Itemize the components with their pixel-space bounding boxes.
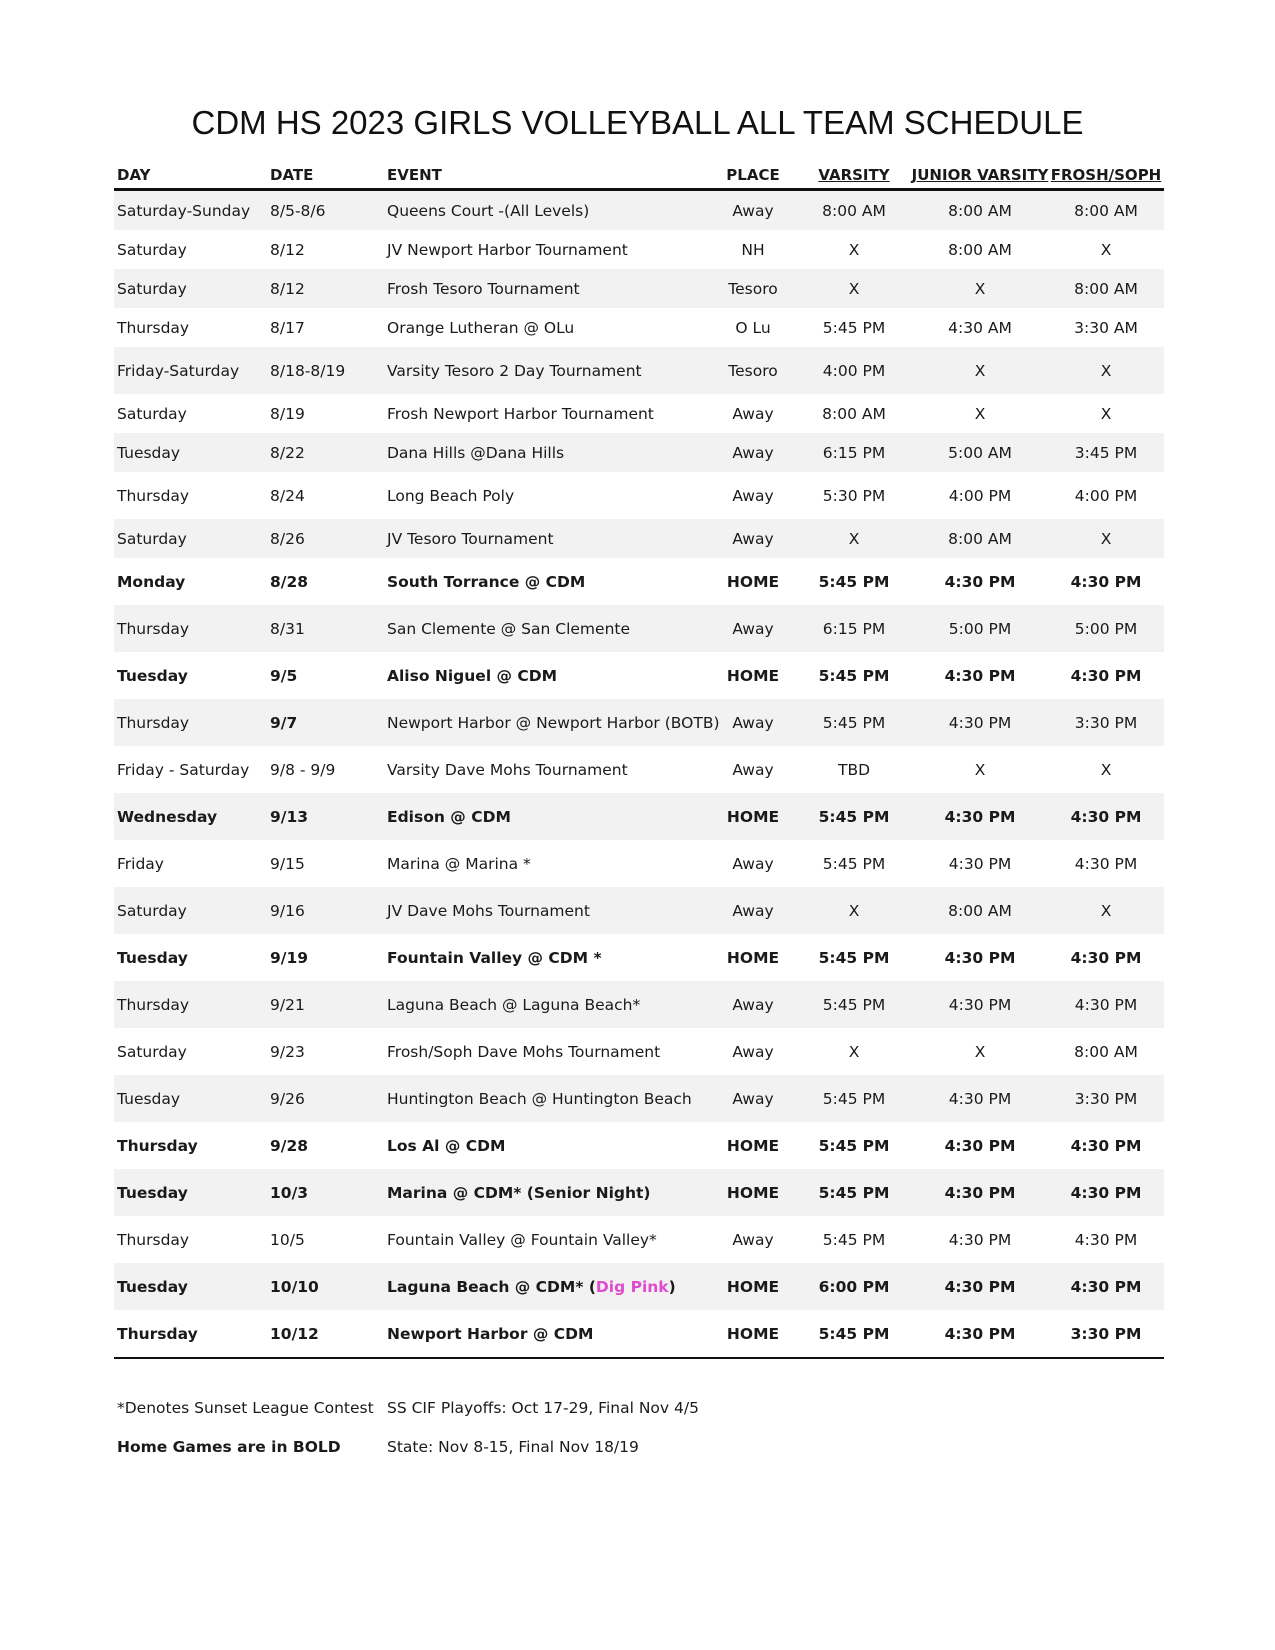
table-row — [114, 746, 1164, 793]
cell-frosh-soph: 4:00 PM — [1074, 486, 1138, 505]
cell-event: JV Newport Harbor Tournament — [387, 240, 628, 259]
cell-frosh-soph: X — [1100, 361, 1112, 380]
cell-day: Monday — [117, 572, 186, 591]
table-row — [114, 519, 1164, 558]
table-row — [114, 934, 1164, 981]
cell-day: Saturday-Sunday — [117, 201, 251, 220]
table-row — [114, 1263, 1164, 1310]
cell-junior-varsity: 4:30 PM — [944, 1136, 1016, 1155]
cell-frosh-soph: 4:30 PM — [1070, 1136, 1142, 1155]
cell-junior-varsity: 4:30 PM — [948, 1230, 1012, 1249]
cell-date: 8/28 — [270, 572, 309, 591]
cell-junior-varsity: 5:00 PM — [948, 619, 1012, 638]
cell-place: Away — [732, 1042, 774, 1061]
table-bottom-rule — [114, 1357, 1164, 1359]
cell-date: 8/5-8/6 — [270, 201, 326, 220]
cell-varsity: 5:45 PM — [818, 1183, 890, 1202]
cell-event: Varsity Dave Mohs Tournament — [387, 760, 628, 779]
cell-day: Saturday — [117, 1042, 187, 1061]
cell-varsity: 5:45 PM — [818, 948, 890, 967]
cell-date: 9/5 — [270, 666, 298, 685]
cell-event: JV Dave Mohs Tournament — [387, 901, 590, 920]
cell-day: Friday - Saturday — [117, 760, 250, 779]
league-note: *Denotes Sunset League Contest — [117, 1399, 374, 1417]
cell-day: Thursday — [117, 619, 190, 638]
table-row — [114, 1169, 1164, 1216]
cell-frosh-soph: 4:30 PM — [1070, 666, 1142, 685]
cell-day: Wednesday — [117, 807, 218, 826]
cell-frosh-soph: 8:00 AM — [1074, 279, 1138, 298]
cell-place: HOME — [726, 1136, 780, 1155]
cell-frosh-soph: 4:30 PM — [1074, 854, 1138, 873]
cell-varsity: 6:15 PM — [822, 619, 886, 638]
cell-place: Away — [732, 619, 774, 638]
cell-date: 9/15 — [270, 854, 305, 873]
cell-event: Newport Harbor @ CDM — [387, 1324, 594, 1343]
cell-event: Varsity Tesoro 2 Day Tournament — [387, 361, 642, 380]
cell-day: Saturday — [117, 529, 187, 548]
cell-frosh-soph: 8:00 AM — [1074, 201, 1138, 220]
cell-place: Away — [732, 443, 774, 462]
cell-varsity: 5:30 PM — [822, 486, 886, 505]
event-text: Laguna Beach @ CDM* ( — [387, 1277, 596, 1296]
table-row — [114, 840, 1164, 887]
cell-date: 9/28 — [270, 1136, 309, 1155]
cell-varsity: 5:45 PM — [818, 572, 890, 591]
cell-day: Saturday — [117, 279, 187, 298]
cell-varsity: 5:45 PM — [818, 1136, 890, 1155]
cif-note: SS CIF Playoffs: Oct 17-29, Final Nov 4/5 — [387, 1399, 699, 1417]
cell-place: HOME — [726, 948, 780, 967]
cell-event: Orange Lutheran @ OLu — [387, 318, 575, 337]
cell-event: Edison @ CDM — [387, 807, 511, 826]
cell-frosh-soph: 4:30 PM — [1074, 995, 1138, 1014]
cell-event: Marina @ Marina * — [387, 854, 531, 873]
cell-day: Thursday — [117, 486, 190, 505]
cell-day: Tuesday — [117, 1183, 188, 1202]
cell-date: 9/23 — [270, 1042, 305, 1061]
cell-junior-varsity: 8:00 AM — [948, 529, 1012, 548]
cell-varsity: 5:45 PM — [818, 666, 890, 685]
cell-frosh-soph: 4:30 PM — [1070, 1183, 1142, 1202]
cell-day: Tuesday — [117, 443, 181, 462]
cell-varsity: 5:45 PM — [822, 713, 886, 732]
cell-place: Away — [732, 854, 774, 873]
table-row — [114, 981, 1164, 1028]
table-row — [114, 394, 1164, 433]
schedule-table — [114, 160, 1164, 1359]
cell-junior-varsity: X — [974, 1042, 986, 1061]
cell-date: 8/31 — [270, 619, 305, 638]
page-title: CDM HS 2023 GIRLS VOLLEYBALL ALL TEAM SCHEDULE — [191, 104, 1084, 141]
cell-junior-varsity: X — [974, 760, 986, 779]
cell-date: 8/19 — [270, 404, 305, 423]
cell-place: Tesoro — [728, 279, 778, 298]
table-row — [114, 1122, 1164, 1169]
cell-place: Away — [732, 1230, 774, 1249]
cell-date: 8/26 — [270, 529, 305, 548]
cell-varsity: X — [848, 901, 860, 920]
table-row — [114, 652, 1164, 699]
cell-place: Away — [732, 1089, 774, 1108]
cell-varsity: 5:45 PM — [822, 995, 886, 1014]
cell-junior-varsity: 4:30 PM — [944, 666, 1016, 685]
cell-day: Tuesday — [117, 948, 188, 967]
cell-place: Away — [732, 901, 774, 920]
cell-date: 8/22 — [270, 443, 305, 462]
table-row — [114, 191, 1164, 230]
cell-frosh-soph: 4:30 PM — [1070, 807, 1142, 826]
cell-frosh-soph: 3:30 PM — [1074, 1089, 1138, 1108]
cell-event: Long Beach Poly — [387, 486, 515, 505]
cell-junior-varsity: 4:30 PM — [948, 1089, 1012, 1108]
cell-place: HOME — [726, 666, 780, 685]
cell-junior-varsity: 4:30 PM — [948, 854, 1012, 873]
cell-event — [387, 1278, 676, 1296]
cell-day: Tuesday — [117, 1277, 188, 1296]
cell-place: Away — [732, 529, 774, 548]
cell-place: Away — [732, 201, 774, 220]
cell-varsity: 5:45 PM — [818, 1324, 890, 1343]
table-row — [114, 1216, 1164, 1263]
cell-date: 9/21 — [270, 995, 305, 1014]
cell-date: 9/8 - 9/9 — [270, 760, 336, 779]
header-date: DATE — [270, 166, 314, 184]
cell-varsity: 8:00 AM — [822, 404, 886, 423]
cell-junior-varsity: X — [974, 279, 986, 298]
cell-junior-varsity: 8:00 AM — [948, 240, 1012, 259]
cell-date: 8/24 — [270, 486, 305, 505]
cell-junior-varsity: 4:30 PM — [944, 1324, 1016, 1343]
cell-place: HOME — [726, 807, 780, 826]
cell-event: Frosh Tesoro Tournament — [387, 279, 580, 298]
cell-day: Saturday — [117, 240, 187, 259]
cell-frosh-soph: X — [1100, 240, 1112, 259]
event-suffix: ) — [668, 1277, 676, 1296]
cell-place: Away — [732, 486, 774, 505]
cell-date: 8/17 — [270, 318, 305, 337]
cell-varsity: X — [848, 240, 860, 259]
cell-varsity: X — [848, 1042, 860, 1061]
cell-junior-varsity: 8:00 AM — [948, 901, 1012, 920]
cell-date: 9/19 — [270, 948, 309, 967]
cell-frosh-soph: 3:30 AM — [1074, 318, 1138, 337]
table-row — [114, 558, 1164, 605]
cell-junior-varsity: 4:30 PM — [944, 948, 1016, 967]
cell-event: South Torrance @ CDM — [387, 572, 586, 591]
cell-junior-varsity: 4:30 PM — [944, 1183, 1016, 1202]
cell-date: 9/7 — [270, 713, 298, 732]
cell-day: Thursday — [117, 713, 190, 732]
header-event: EVENT — [387, 166, 442, 184]
cell-event: Fountain Valley @ CDM * — [387, 948, 602, 967]
cell-frosh-soph: 3:30 PM — [1070, 1324, 1142, 1343]
cell-event: Los Al @ CDM — [387, 1136, 506, 1155]
cell-date: 8/18-8/19 — [270, 361, 346, 380]
cell-event: Dana Hills @Dana Hills — [387, 443, 565, 462]
cell-date: 10/3 — [270, 1183, 309, 1202]
cell-place: NH — [741, 240, 765, 259]
table-row — [114, 887, 1164, 934]
header-varsity: VARSITY — [818, 166, 890, 184]
cell-varsity: X — [848, 279, 860, 298]
cell-day: Friday-Saturday — [117, 361, 240, 380]
cell-junior-varsity: 5:00 AM — [948, 443, 1012, 462]
cell-event: San Clemente @ San Clemente — [387, 619, 631, 638]
table-row — [114, 699, 1164, 746]
cell-varsity: 6:00 PM — [818, 1277, 890, 1296]
cell-place: Away — [732, 404, 774, 423]
cell-frosh-soph: X — [1100, 529, 1112, 548]
cell-place: HOME — [726, 1183, 780, 1202]
cell-event: Queens Court -(All Levels) — [387, 201, 590, 220]
event-highlight: Dig Pink — [595, 1277, 669, 1296]
cell-day: Thursday — [117, 1136, 198, 1155]
cell-varsity: 5:45 PM — [822, 1230, 886, 1249]
cell-event: Laguna Beach @ Laguna Beach* — [387, 995, 641, 1014]
table-row — [114, 1028, 1164, 1075]
table-row — [114, 605, 1164, 652]
cell-varsity: 5:45 PM — [822, 318, 886, 337]
cell-place: Away — [732, 995, 774, 1014]
cell-place: HOME — [726, 1277, 780, 1296]
cell-event: Marina @ CDM* (Senior Night) — [387, 1183, 651, 1202]
cell-frosh-soph: X — [1100, 404, 1112, 423]
cell-junior-varsity: 4:30 PM — [948, 995, 1012, 1014]
cell-varsity: 5:45 PM — [822, 1089, 886, 1108]
cell-place: O Lu — [735, 318, 771, 337]
cell-day: Tuesday — [117, 1089, 181, 1108]
cell-frosh-soph: 4:30 PM — [1070, 1277, 1142, 1296]
table-row — [114, 308, 1164, 347]
cell-day: Thursday — [117, 318, 190, 337]
cell-junior-varsity: 4:00 PM — [948, 486, 1012, 505]
cell-event: Aliso Niguel @ CDM — [387, 666, 558, 685]
cell-frosh-soph: X — [1100, 901, 1112, 920]
cell-date: 9/26 — [270, 1089, 305, 1108]
cell-frosh-soph: 5:00 PM — [1074, 619, 1138, 638]
cell-event: Frosh Newport Harbor Tournament — [387, 404, 654, 423]
cell-junior-varsity: 4:30 PM — [944, 1277, 1016, 1296]
cell-junior-varsity: 4:30 PM — [944, 807, 1016, 826]
table-row — [114, 433, 1164, 472]
cell-place: Tesoro — [728, 361, 778, 380]
cell-date: 10/12 — [270, 1324, 319, 1343]
header-junior-varsity: JUNIOR VARSITY — [911, 166, 1049, 184]
cell-junior-varsity: 4:30 AM — [948, 318, 1012, 337]
cell-frosh-soph: 3:45 PM — [1074, 443, 1138, 462]
cell-date: 9/16 — [270, 901, 305, 920]
home-note: Home Games are in BOLD — [117, 1438, 341, 1456]
cell-day: Thursday — [117, 1230, 190, 1249]
cell-day: Friday — [117, 854, 164, 873]
cell-event: Huntington Beach @ Huntington Beach — [387, 1089, 692, 1108]
cell-date: 9/13 — [270, 807, 309, 826]
cell-frosh-soph: 4:30 PM — [1070, 948, 1142, 967]
cell-day: Saturday — [117, 404, 187, 423]
cell-varsity: 5:45 PM — [818, 807, 890, 826]
state-note: State: Nov 8-15, Final Nov 18/19 — [387, 1438, 639, 1456]
header-day: DAY — [117, 166, 151, 184]
table-row — [114, 347, 1164, 394]
table-row — [114, 793, 1164, 840]
cell-frosh-soph: 4:30 PM — [1070, 572, 1142, 591]
cell-event: Frosh/Soph Dave Mohs Tournament — [387, 1042, 661, 1061]
cell-varsity: 4:00 PM — [822, 361, 886, 380]
cell-day: Thursday — [117, 1324, 198, 1343]
cell-event: Newport Harbor @ Newport Harbor (BOTB) — [387, 713, 720, 732]
cell-place: Away — [732, 760, 774, 779]
cell-date: 10/5 — [270, 1230, 305, 1249]
table-row — [114, 1075, 1164, 1122]
cell-date: 8/12 — [270, 240, 305, 259]
cell-event: JV Tesoro Tournament — [387, 529, 554, 548]
table-row — [114, 1310, 1164, 1357]
cell-junior-varsity: X — [974, 361, 986, 380]
table-row — [114, 269, 1164, 308]
cell-frosh-soph: 8:00 AM — [1074, 1042, 1138, 1061]
table-header — [114, 160, 1164, 191]
cell-junior-varsity: X — [974, 404, 986, 423]
cell-varsity: 6:15 PM — [822, 443, 886, 462]
cell-junior-varsity: 4:30 PM — [948, 713, 1012, 732]
cell-junior-varsity: 4:30 PM — [944, 572, 1016, 591]
cell-varsity: 5:45 PM — [822, 854, 886, 873]
cell-date: 8/12 — [270, 279, 305, 298]
cell-day: Saturday — [117, 901, 187, 920]
cell-date: 10/10 — [270, 1277, 319, 1296]
table-row — [114, 230, 1164, 269]
cell-varsity: X — [848, 529, 860, 548]
header-place: PLACE — [726, 166, 780, 184]
cell-junior-varsity: 8:00 AM — [948, 201, 1012, 220]
cell-frosh-soph: X — [1100, 760, 1112, 779]
cell-place: HOME — [726, 1324, 780, 1343]
cell-place: HOME — [726, 572, 780, 591]
cell-day: Tuesday — [117, 666, 188, 685]
cell-day: Thursday — [117, 995, 190, 1014]
header-frosh-soph: FROSH/SOPH — [1050, 166, 1162, 184]
cell-place: Away — [732, 713, 774, 732]
cell-event: Fountain Valley @ Fountain Valley* — [387, 1230, 657, 1249]
schedule-rows — [114, 191, 1164, 1357]
table-row — [114, 472, 1164, 519]
cell-frosh-soph: 4:30 PM — [1074, 1230, 1138, 1249]
cell-varsity: 8:00 AM — [822, 201, 886, 220]
cell-frosh-soph: 3:30 PM — [1074, 713, 1138, 732]
cell-varsity: TBD — [837, 760, 871, 779]
